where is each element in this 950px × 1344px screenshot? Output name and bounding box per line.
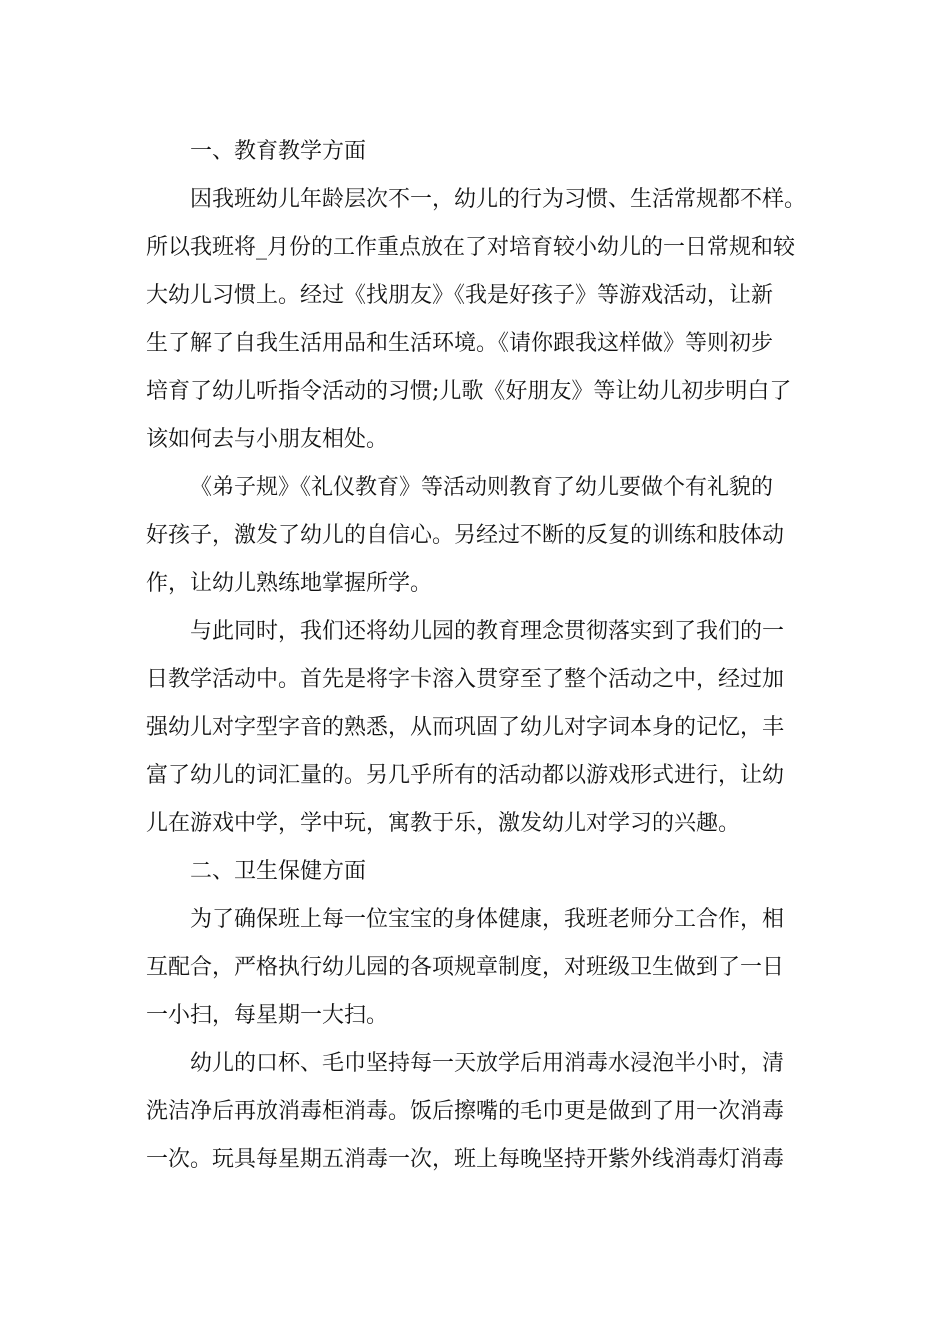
text-line: 一次。玩具每星期五消毒一次，班上每晚坚持开紫外线消毒灯消毒 — [146, 1147, 785, 1172]
text-line: 所以我班将_月份的工作重点放在了对培育较小幼儿的一日常规和较 — [146, 235, 796, 260]
text-line: 该如何去与小朋友相处。 — [146, 427, 389, 452]
paragraph-education-1 — [146, 176, 816, 464]
text-line: 生了解了自我生活用品和生活环境。《请你跟我这样做》等则初步 — [146, 331, 774, 356]
text-line: 与此同时，我们还将幼儿园的教育理念贯彻落实到了我们的一 — [190, 619, 785, 644]
text-line: 培育了幼儿听指令活动的习惯;儿歌《好朋友》等让幼儿初步明白了 — [146, 379, 792, 404]
text-line: 互配合，严格执行幼儿园的各项规章制度，对班级卫生做到了一日 — [146, 955, 785, 980]
text-line: 日教学活动中。首先是将字卡溶入贯穿至了整个活动之中，经过加 — [146, 667, 785, 692]
text-line: 作，让幼儿熟练地掌握所学。 — [146, 571, 433, 596]
paragraph-education-2 — [146, 464, 816, 608]
text-line: 大幼儿习惯上。经过《找朋友》《我是好孩子》等游戏活动，让新 — [146, 283, 774, 308]
section-heading-hygiene: 二、卫生保健方面 — [190, 859, 367, 884]
paragraph-hygiene-2 — [146, 1040, 816, 1184]
text-line: 强幼儿对字型字音的熟悉，从而巩固了幼儿对字词本身的记忆，丰 — [146, 715, 785, 740]
text-line: 幼儿的口杯、毛巾坚持每一天放学后用消毒水浸泡半小时，清 — [190, 1051, 785, 1076]
document-body — [146, 128, 816, 1184]
paragraph-hygiene-1 — [146, 896, 816, 1040]
text-line: 洗洁净后再放消毒柜消毒。饭后擦嘴的毛巾更是做到了用一次消毒 — [146, 1099, 785, 1124]
text-line: 一小扫，每星期一大扫。 — [146, 1003, 389, 1028]
paragraph-education-3 — [146, 608, 816, 848]
text-line: 儿在游戏中学，学中玩，寓教于乐，激发幼儿对学习的兴趣。 — [146, 811, 741, 836]
text-line: 富了幼儿的词汇量的。另几乎所有的活动都以游戏形式进行，让幼 — [146, 763, 785, 788]
text-line: 为了确保班上每一位宝宝的身体健康，我班老师分工合作，相 — [190, 907, 785, 932]
text-line: 好孩子，激发了幼儿的自信心。另经过不断的反复的训练和肢体动 — [146, 523, 785, 548]
text-line: 因我班幼儿年龄层次不一，幼儿的行为习惯、生活常规都不样。 — [190, 187, 807, 212]
section-heading-education: 一、教育教学方面 — [190, 139, 367, 164]
text-line: 《弟子规》《礼仪教育》等活动则教育了幼儿要做个有礼貌的 — [190, 475, 774, 500]
